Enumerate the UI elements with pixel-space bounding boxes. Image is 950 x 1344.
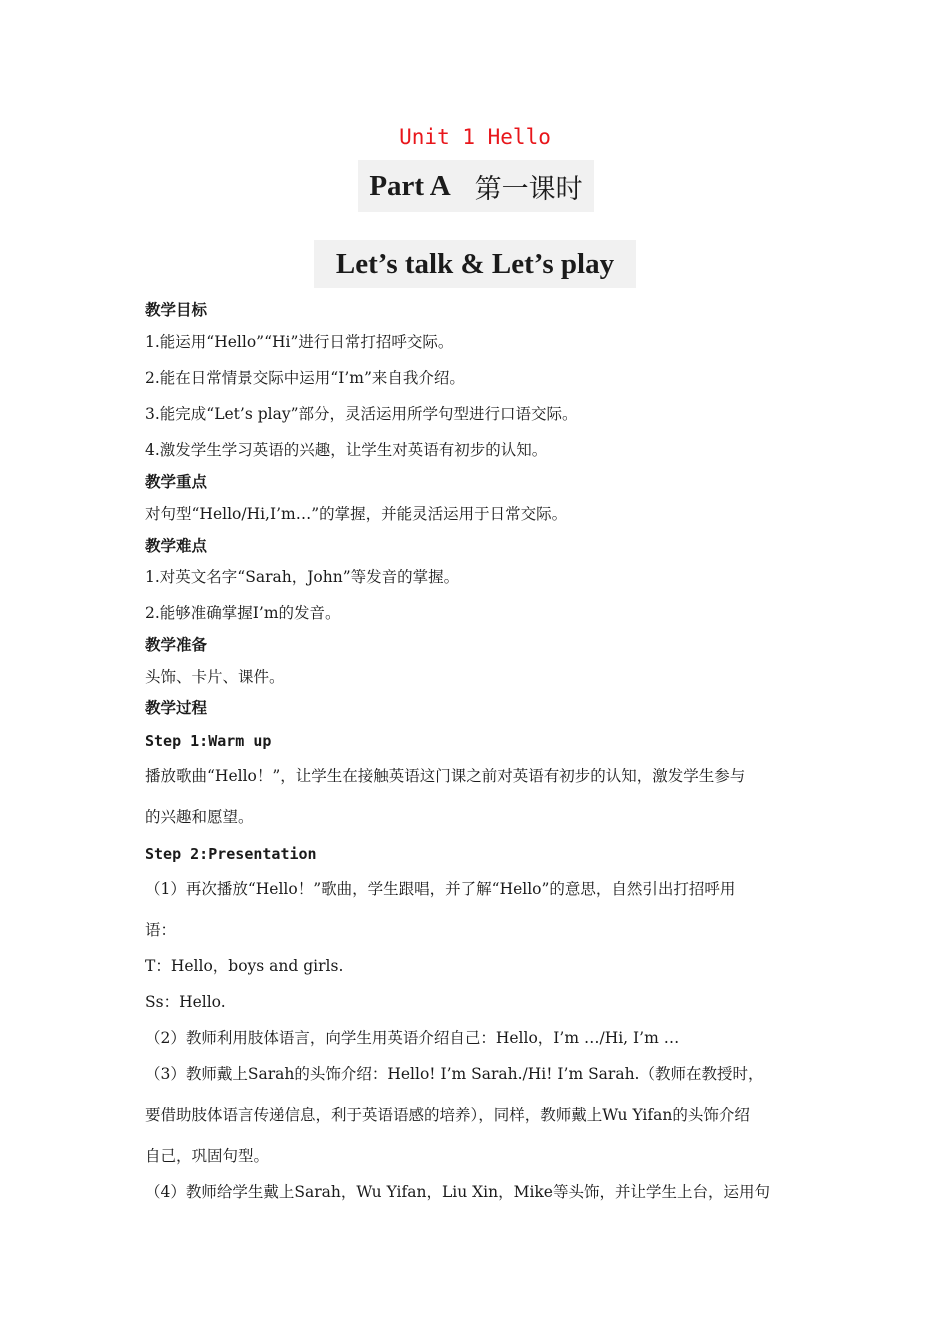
body-line: Ss：Hello. <box>145 993 226 1011</box>
body-line: 1.能运用“Hello”“Hi”进行日常打招呼交际。 <box>145 333 454 351</box>
body-line: 播放歌曲“Hello！”，让学生在接触英语这门课之前对英语有初步的认知，激发学生参与 <box>145 767 746 785</box>
body-line: 2.能够准确掌握I’m的发音。 <box>145 604 341 622</box>
step-heading: Step 2:Presentation <box>145 845 317 863</box>
unit-title: Unit 1 Hello <box>399 125 551 149</box>
section-heading: 教学过程 <box>145 699 208 717</box>
lesson-subtitle: Let’s talk & Let’s play <box>314 240 636 288</box>
part-label: Part A <box>369 169 451 202</box>
body-line: 2.能在日常情景交际中运用“I’m”来自我介绍。 <box>145 369 465 387</box>
section-heading: 教学目标 <box>145 301 208 319</box>
section-heading: 教学准备 <box>145 636 208 654</box>
body-line: （3）教师戴上Sarah的头饰介绍：Hello! I’m Sarah./Hi! I’m Sarah.（教师在教授时， <box>145 1065 764 1083</box>
body-line: （1）再次播放“Hello！”歌曲，学生跟唱，并了解“Hello”的意思，自然引出打招呼用 <box>145 880 736 898</box>
body-line: 3.能完成“Let’s play”部分，灵活运用所学句型进行口语交际。 <box>145 405 578 423</box>
body-line: 对句型“Hello/Hi,I’m…”的掌握，并能灵活运用于日常交际。 <box>145 505 568 523</box>
step-heading: Step 1:Warm up <box>145 732 272 750</box>
body-line: 1.对英文名字“Sarah，John”等发音的掌握。 <box>145 568 460 586</box>
body-line: T：Hello，boys and girls. <box>145 957 344 975</box>
body-line: 4.激发学生学习英语的兴趣，让学生对英语有初步的认知。 <box>145 441 548 459</box>
lesson-label: 第一课时 <box>474 173 583 205</box>
body-line: 头饰、卡片、课件。 <box>145 668 285 686</box>
body-line: 语： <box>145 921 177 939</box>
body-line: （2）教师利用肢体语言，向学生用英语介绍自己：Hello，I’m …/Hi, I’m … <box>145 1029 680 1047</box>
body-line: 要借助肢体语言传递信息，利于英语语感的培养），同样，教师戴上Wu Yifan的头饰介绍 <box>145 1106 750 1124</box>
body-line: 的兴趣和愿望。 <box>145 808 254 826</box>
section-heading: 教学难点 <box>145 537 208 555</box>
body-line: 自己，巩固句型。 <box>145 1147 270 1165</box>
part-banner <box>358 160 594 212</box>
body-line: （4）教师给学生戴上Sarah，Wu Yifan，Liu Xin，Mike等头饰，并让学生上台，运用句 <box>145 1183 770 1201</box>
section-heading: 教学重点 <box>145 473 208 491</box>
